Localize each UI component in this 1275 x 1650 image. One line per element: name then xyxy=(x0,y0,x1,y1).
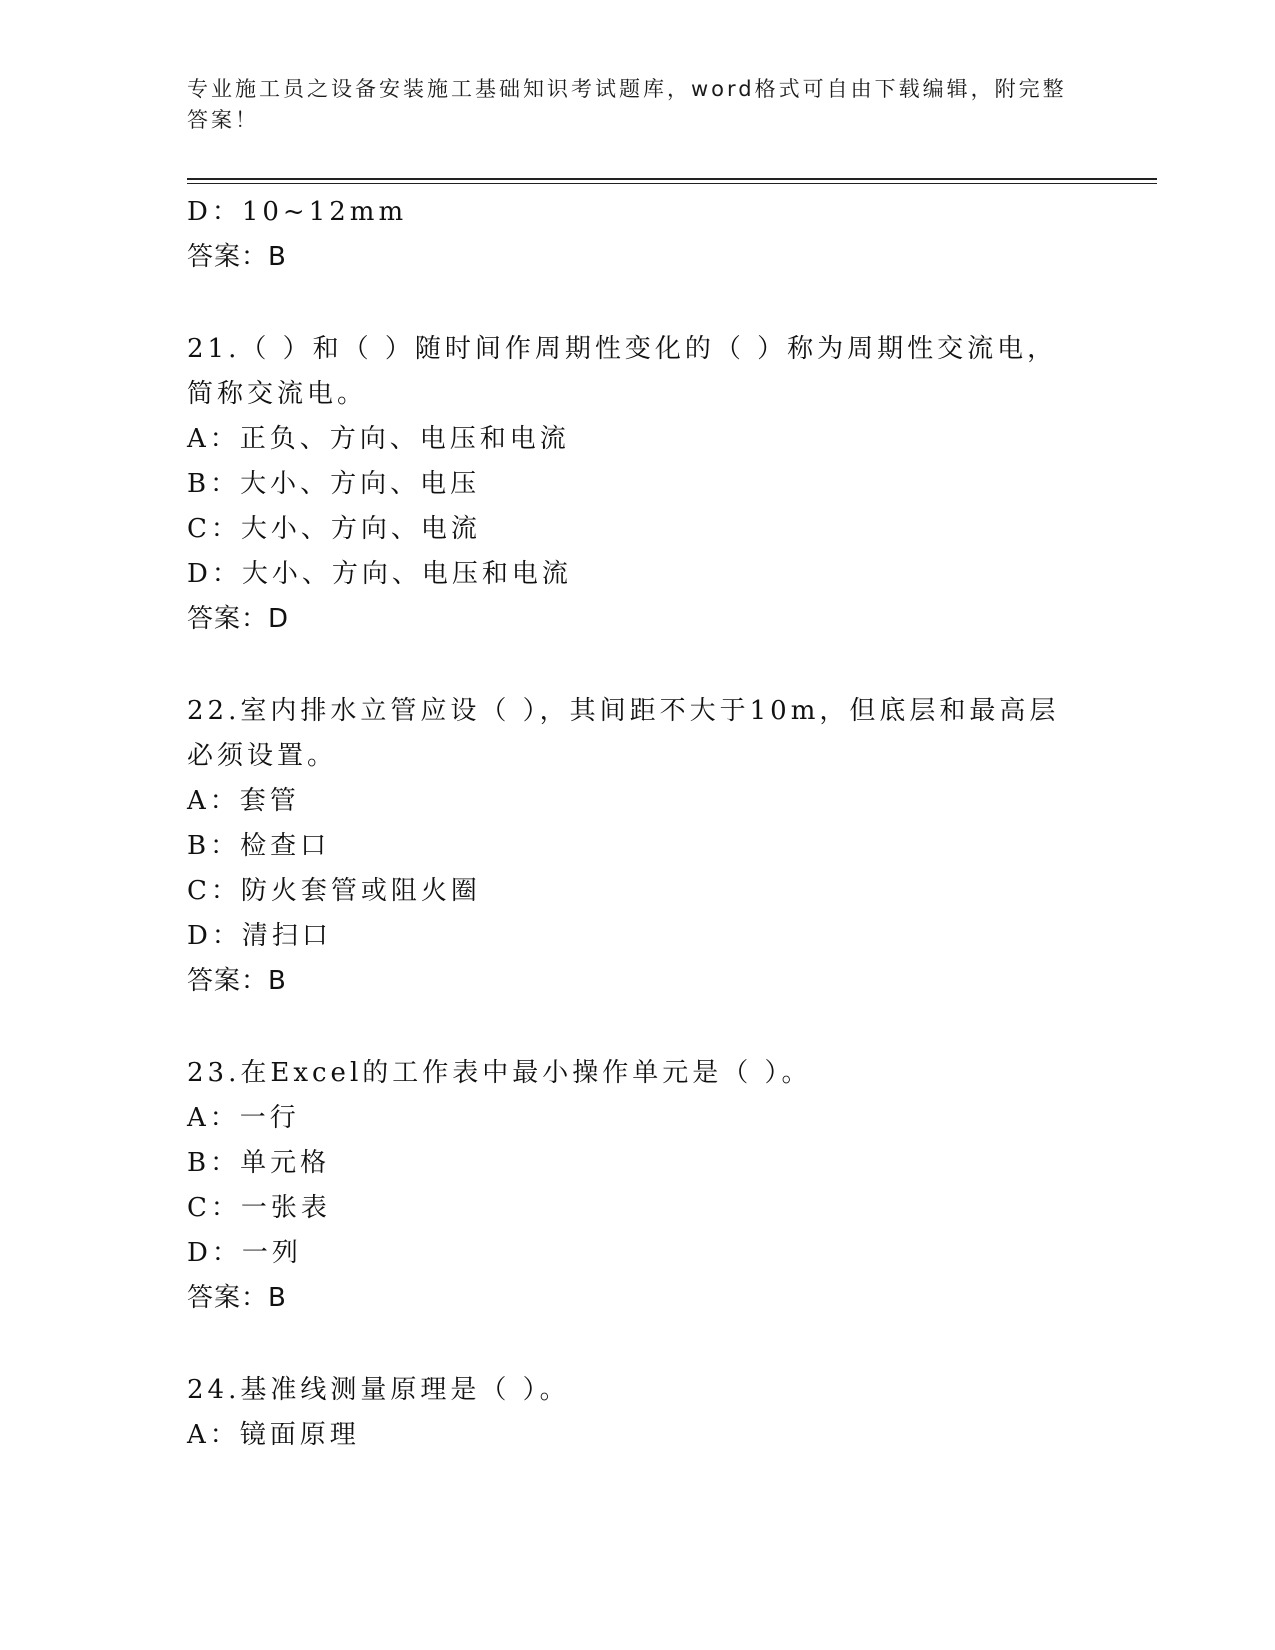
header-rule-thin xyxy=(187,183,1157,184)
answer-label: 答案： xyxy=(187,604,269,634)
question-24 xyxy=(187,1368,1087,1458)
question-list xyxy=(187,190,1087,1458)
option-a: A：套管 xyxy=(187,786,300,816)
answer-value: B xyxy=(268,1283,287,1313)
answer-line xyxy=(187,959,1087,1004)
question-stem: 23.在Excel的工作表中最小操作单元是（ ）。 xyxy=(187,1058,812,1088)
answer-line xyxy=(187,597,1087,642)
question-22 xyxy=(187,689,1087,1004)
question-stem: 24.基准线测量原理是（ ）。 xyxy=(187,1375,570,1405)
answer-value: B xyxy=(268,966,287,996)
question-21 xyxy=(187,327,1087,642)
option-d: D：清扫口 xyxy=(187,921,332,951)
question-stem: 22.室内排水立管应设（ ），其间距不大于10m，但底层和最高层必须设置。 xyxy=(187,696,1060,771)
option-d: D：10~12mm xyxy=(187,197,408,227)
answer-label: 答案： xyxy=(187,966,269,996)
option-a: A：一行 xyxy=(187,1103,300,1133)
question-23 xyxy=(187,1051,1087,1321)
option-d: D：大小、方向、电压和电流 xyxy=(187,559,572,589)
answer-label: 答案： xyxy=(187,242,269,272)
option-d: D：一列 xyxy=(187,1238,302,1268)
answer-value: D xyxy=(268,604,290,634)
answer-value: B xyxy=(268,242,287,272)
answer-label: 答案： xyxy=(187,1283,269,1313)
option-b: B：单元格 xyxy=(187,1148,331,1178)
question-stem: 21.（ ）和（ ）随时间作周期性变化的（ ）称为周期性交流电，简称交流电。 xyxy=(187,334,1058,409)
option-a: A：正负、方向、电压和电流 xyxy=(187,424,570,454)
answer-line xyxy=(187,235,1087,280)
answer-line xyxy=(187,1276,1087,1321)
option-b: B：检查口 xyxy=(187,831,331,861)
option-c: C：一张表 xyxy=(187,1193,331,1223)
page-header: 专业施工员之设备安装施工基础知识考试题库，word格式可自由下载编辑，附完整答案！ xyxy=(187,77,1067,132)
option-c: C：大小、方向、电流 xyxy=(187,514,481,544)
option-b: B：大小、方向、电压 xyxy=(187,469,481,499)
option-a: A：镜面原理 xyxy=(187,1420,360,1450)
header-rule-thick xyxy=(187,178,1157,180)
option-c: C：防火套管或阻火圈 xyxy=(187,876,481,906)
